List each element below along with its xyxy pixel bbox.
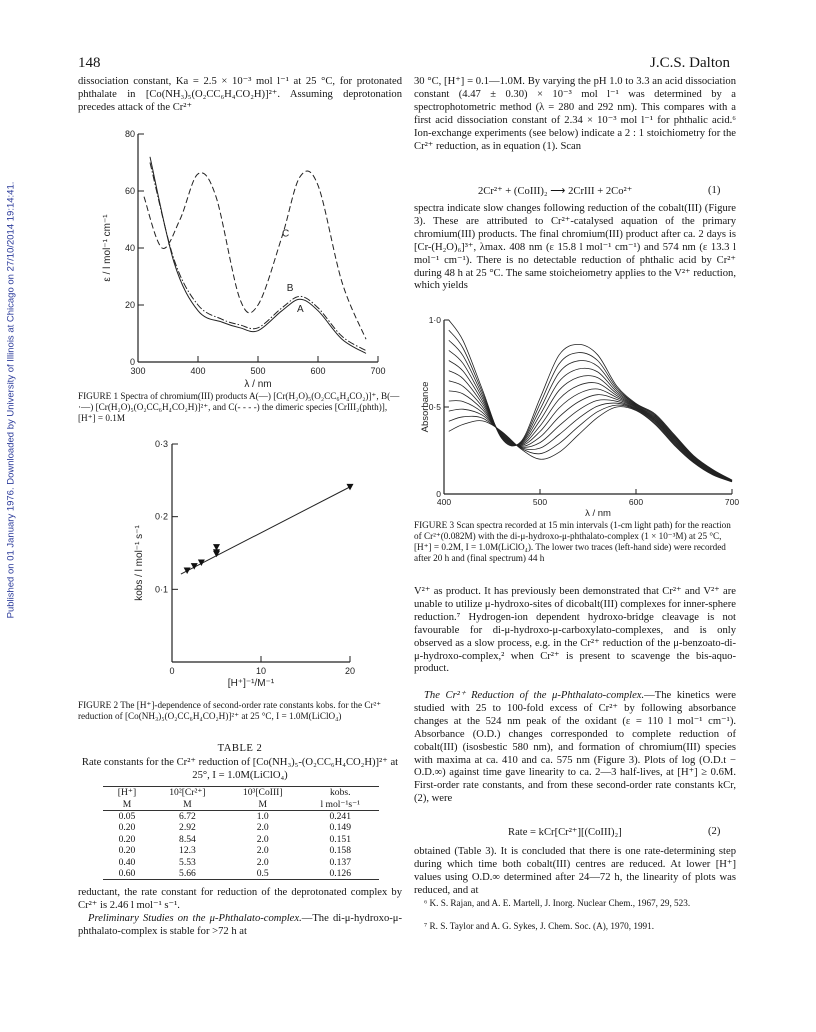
x-tick-label: 700 [724, 497, 740, 507]
table-2-caption: Rate constants for the Cr²⁺ reduction of [Co(NH₃)₅-(O₂CC₆H₄CO₂H)]²⁺ at 25°, I = 1.0M(LiClO₄) [81, 757, 399, 781]
equation-1-number: (1) [708, 185, 721, 196]
scan-spectrum-line [449, 391, 732, 481]
table-cell: 1.0 [256, 810, 269, 822]
table-cell: 5.66 [151, 868, 224, 880]
left-paragraph-3 [78, 913, 402, 939]
y-tick-label: 1·0 [428, 315, 441, 325]
table-unit: M [151, 798, 224, 810]
figure-3-chart [420, 315, 740, 519]
x-tick-label: 400 [436, 497, 452, 507]
x-axis-label: λ / nm [244, 379, 272, 390]
x-tick-label: 700 [370, 366, 386, 376]
y-tick-label: 80 [124, 129, 135, 139]
table-cell: 0.40 [118, 856, 136, 868]
table-cell: 2.0 [256, 845, 269, 857]
journal-name: J.C.S. Dalton [649, 55, 730, 71]
table-header: 10²[Cr²⁺] [151, 787, 224, 799]
table-row [103, 834, 379, 845]
reference-6: ⁶ K. S. Rajan, and A. E. Martell, J. Inorg. Nuclear Chem., 1967, 29, 523. [424, 898, 691, 908]
reference-7: ⁷ R. S. Taylor and A. G. Sykes, J. Chem. Soc. (A), 1970, 1991. [424, 921, 655, 931]
table-row [103, 868, 379, 880]
table-cell: 0.158 [329, 845, 352, 857]
table-unit: M [103, 798, 151, 810]
x-tick-label: 0 [169, 666, 175, 676]
x-tick-label: 20 [344, 666, 356, 676]
table-cell: 0.20 [118, 845, 136, 857]
table-row [103, 845, 379, 856]
table-unit: M [224, 798, 302, 810]
x-tick-label: 300 [130, 366, 146, 376]
table-header: [H⁺] [103, 787, 151, 799]
table-cell: 0.241 [329, 810, 352, 822]
left-paragraph-1: dissociation constant, Ka = 2.5 × 10⁻³ mol l⁻¹ at 25 °C, for protonated phthalate in [Co(NH₃)₅(O₂CC₆H₄CO₂H)]²⁺. Assuming deprotonation precedes attack of the Cr²⁺ [78, 76, 402, 113]
table-row [103, 856, 379, 867]
section-heading: Preliminary Studies on the μ-Phthalato-complex. [88, 913, 302, 924]
table-cell: 8.54 [179, 833, 196, 845]
page-number: 148 [78, 55, 101, 71]
scan-spectrum-line [449, 381, 732, 481]
x-tick-label: 600 [628, 497, 644, 507]
x-axis-label: λ / nm [585, 508, 611, 519]
series-A-line [150, 157, 366, 354]
scan-spectrum-line [449, 400, 732, 482]
download-notice-text: Published on 01 January 1976. Downloaded by University of Illinois at Chicago on 27/10/2014 19:14:41. [5, 181, 17, 619]
table-cell: 0.126 [301, 868, 379, 880]
fit-line [181, 487, 350, 574]
table-cell: 0.137 [329, 856, 352, 868]
series-B-line [150, 163, 366, 351]
right-paragraph-3: V²⁺ as product. It has previously been demonstrated that Cr²⁺ and V²⁺ are unable to utilize μ-hydroxo-sites of dicobalt(III) complexes for inner-sphere reduction.⁷ Hydrogen-ion dependent hydroxo-bridge cleavage is not favourable for di-μ-hydroxo-μ-carboxylato-complexes, and is only observed as a slow process, e.g. in the Cr²⁺ reduction of the μ-benzoato-di-μ-hydroxo-complex,² when Cr²⁺ is present to scavenge the bis-aquo-product. [414, 586, 736, 675]
figure-2-chart [128, 440, 358, 698]
right-paragraph-4 [414, 690, 736, 806]
y-axis-label: Absorbance [420, 381, 431, 433]
right-paragraph-2: spectra indicate slow changes following reduction of the cobalt(III) (Figure 3). These are attributed to Cr²⁺-catalysed aquation of the primary chromium(III) products. The final chromium(III) product after ca. 2 days is [Cr-(H₂O)₆]³⁺, λmax. 408 nm (ε 15.8 l mol⁻¹ cm⁻¹) and 574 nm (ε 13.3 l mol⁻¹ cm⁻¹). There is no detectable reduction of phthalic acid by Cr²⁺ during 48 h at 25 °C. The same stoicheiometry applies to the V²⁺ reduction, which yields [414, 203, 736, 292]
table-2-title: TABLE 2 [217, 743, 263, 754]
series-label: C [282, 228, 290, 240]
table-cell: 0.05 [118, 810, 136, 822]
scan-spectrum-line [449, 371, 732, 481]
y-tick-label: 20 [124, 300, 135, 310]
series-C-line [144, 171, 366, 339]
table-cell: 0.20 [118, 822, 136, 834]
data-point [347, 484, 354, 491]
series-label: B [286, 282, 294, 294]
left-paragraph-2: reductant, the rate constant for reduction of the deprotonated complex by Cr²⁺ is 2.46 l mol⁻¹ s⁻¹. [78, 887, 402, 911]
table-cell: 0.149 [329, 822, 352, 834]
data-point [184, 567, 191, 574]
figure-3-caption: FIGURE 3 Scan spectra recorded at 15 min intervals (1-cm light path) for the reaction of Cr²⁺(0.082M) with the di-μ-hydroxo-μ-phthalato-complex (1 × 10⁻³M) at 25 °C, [H⁺] = 0.2M, I = 1.0M(LiClO₄). The lower two traces (left-hand side) were recorded after 20 h and (final spectrum) 44 h [414, 520, 731, 563]
y-axis-label: ε / l mol⁻¹ cm⁻¹ [102, 214, 113, 282]
left-paragraph-3-text: —The di-μ-hydroxo-μ-phthalato-complex is stable for >72 h at [78, 913, 402, 937]
y-tick-label: 0·1 [154, 584, 168, 595]
table-cell: 2.0 [256, 856, 269, 868]
table-cell: 2.92 [179, 822, 196, 834]
table-cell: 5.53 [179, 856, 196, 868]
table-cell: 0.60 [103, 868, 151, 880]
y-tick-label: 0·2 [154, 511, 168, 522]
y-tick-label: 60 [124, 186, 135, 196]
section-heading: The Cr²⁺ Reduction of the μ-Phthalato-complex. [424, 690, 645, 701]
table-cell: 6.72 [179, 810, 196, 822]
table-cell: 0.20 [118, 833, 136, 845]
figure-1-chart [96, 128, 386, 390]
figure-2-caption: FIGURE 2 The [H⁺]-dependence of second-order rate constants kobs. for the Cr²⁺ reduction of [Co(NH₃)₅(O₂CC₆H₄CO₂H)]²⁺ at 25 °C, I = 1.0M(LiClO₄) [78, 700, 382, 721]
table-cell: 12.3 [179, 845, 196, 857]
y-tick-label: 0 [436, 489, 441, 499]
y-axis-label: kobs / l mol⁻¹ s⁻¹ [134, 525, 145, 601]
table-cell: 2.0 [256, 833, 269, 845]
series-label: A [297, 304, 304, 316]
x-tick-label: 400 [190, 366, 206, 376]
right-paragraph-5: obtained (Table 3). It is concluded that there is one rate-determining step during which time both cobalt(III) centres are reduced. At lower [H⁺] values using O.D.∞ determined after 24—72 h, the linearity of plots was reduced, and at [414, 846, 736, 896]
download-notice [4, 140, 18, 660]
y-tick-label: 0 [129, 357, 135, 367]
y-tick-label: 40 [124, 243, 135, 253]
table-row [103, 822, 379, 833]
table-cell: 2.0 [256, 822, 269, 834]
right-paragraph-1: 30 °C, [H⁺] = 0.1—1.0M. By varying the pH 1.0 to 3.3 an acid dissociation constant (4.47 ± 0.30) × 10⁻³ mol l⁻¹ was determined by a spectrophotometric method (λ = 280 and 292 nm). This compares with a first acid dissociation constant of 2.34 × 10⁻³ mol l⁻¹ for phthalic acid.⁶ Ion-exchange experiments (see below) indicate a 2 : 1 stoichiometry for the Cr²⁺ reduction, as in equation (1). Scan [414, 76, 736, 152]
right-paragraph-4-text: —The kinetics were studied with 25 to 100-fold excess of Cr²⁺ by following absorbance changes at the 524 nm peak of the oxidant (ε = 110 l mol⁻¹ cm⁻¹). Absorbance (O.D.) changes corresponded to complete reduction of cobalt(III) (isosbestic 580 nm), and formation of chromium(III) species with maxima at ca. 410 and ca. 575 nm (Figure 3). Plots of log (O.D.t − O.D.∞) against time gave linearity to ca. 2—3 half-lives, at [H⁺] ≥ 0.6M. First-order rate constants, and from these second-order rate constants kCr, (2), were [414, 690, 736, 805]
table-header: 10³[CoIII] [224, 787, 302, 799]
y-tick-label: 0·3 [154, 439, 168, 449]
x-axis-label: [H⁺]⁻¹/M⁻¹ [227, 678, 275, 689]
equation-2-number: (2) [708, 826, 721, 837]
table-2 [103, 786, 379, 880]
x-tick-label: 500 [250, 366, 266, 376]
x-tick-label: 10 [255, 666, 267, 676]
y-tick-label: 0·5 [428, 402, 441, 412]
table-cell: 0.151 [329, 833, 352, 845]
table-unit: l mol⁻¹s⁻¹ [301, 798, 379, 810]
equation-1: 2Cr²⁺ + (CoIII)₂ ⟶ 2CrIII + 2Co²⁺ [478, 186, 633, 197]
table-cell: 0.5 [224, 868, 302, 880]
table-header: kobs. [301, 787, 379, 799]
x-tick-label: 600 [310, 366, 326, 376]
equation-2: Rate = kCr[Cr²⁺][(CoIII)₂] [508, 827, 622, 838]
table-row [103, 810, 379, 822]
figure-1-caption: FIGURE 1 Spectra of chromium(III) products A(—) [Cr(H₂O)₅(O₂CC₆H₄CO₂)]⁺, B(—·—) [Cr(H₂O)₅(O₂CC₆H₄CO₂H)]²⁺, and C(- - - -) the dimeric species [CrIII₂(phth)], [H⁺] = 0.1M [78, 391, 400, 423]
x-tick-label: 500 [532, 497, 548, 507]
